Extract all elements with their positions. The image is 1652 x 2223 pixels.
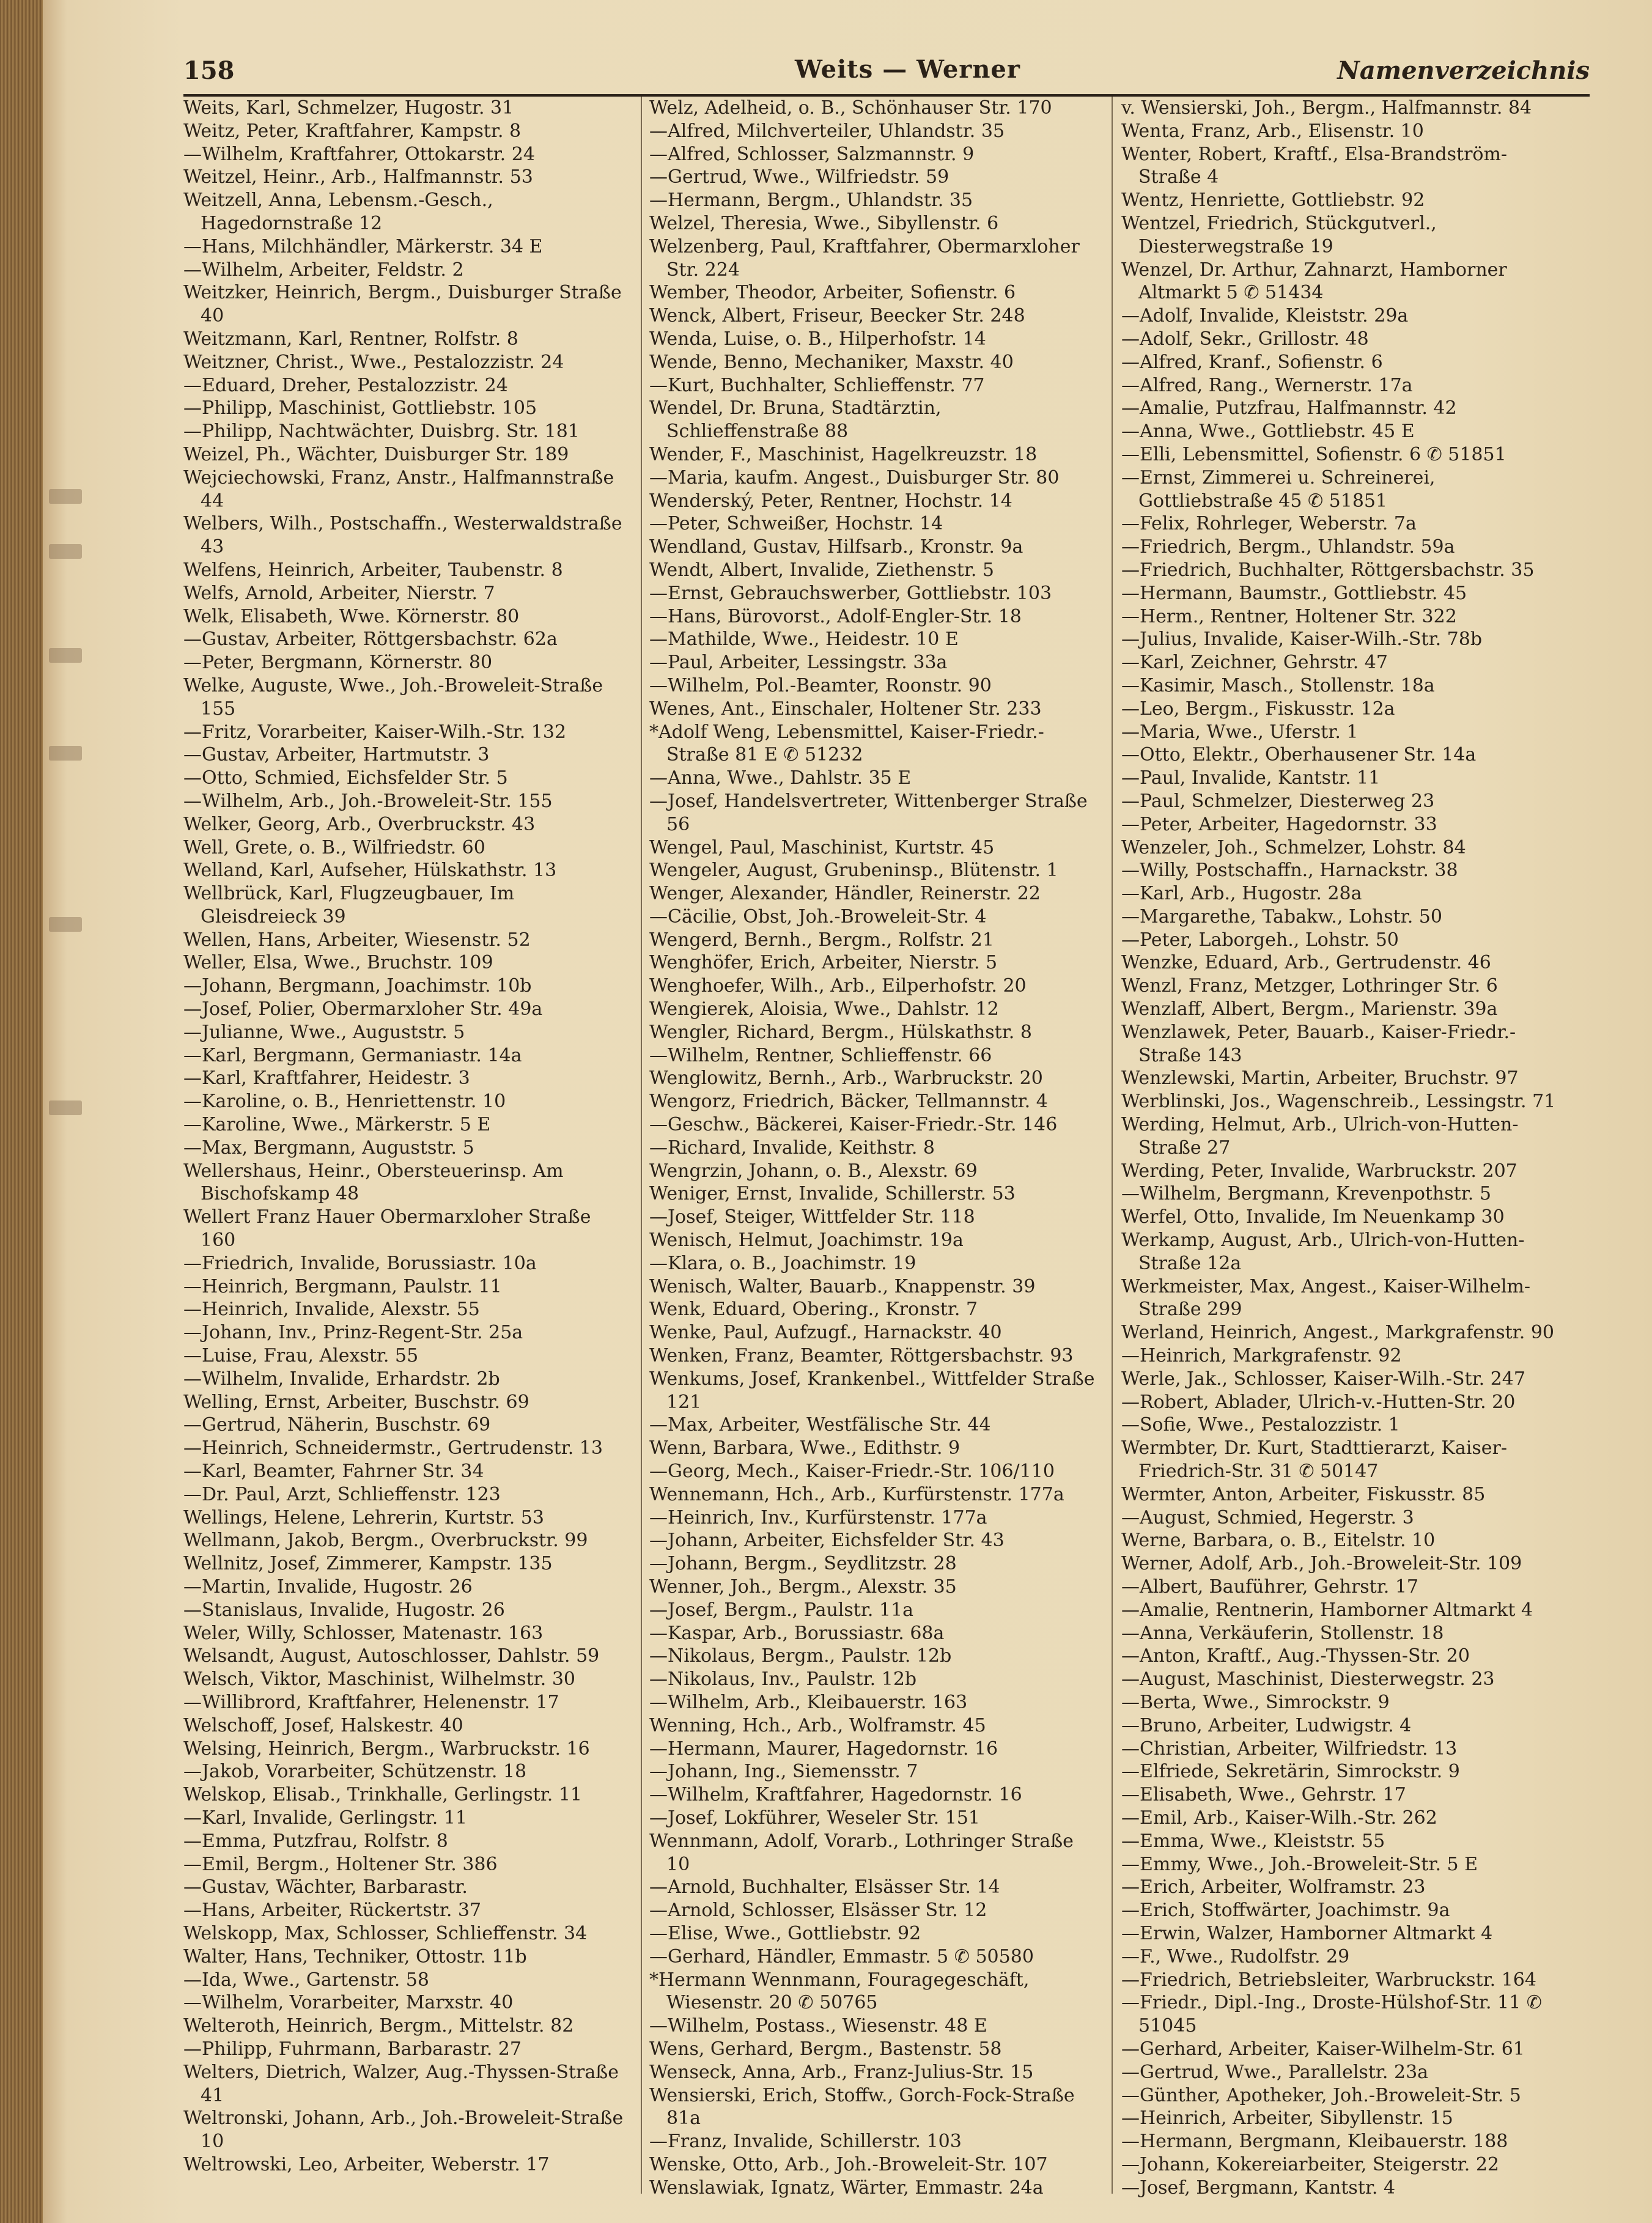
- directory-entry: —Heinrich, Bergmann, Paulstr. 11: [183, 1275, 502, 1297]
- directory-entry: —Willibrord, Kraftfahrer, Helenenstr. 17: [183, 1691, 559, 1713]
- directory-entry: —Klara, o. B., Joachimstr. 19: [649, 1252, 916, 1274]
- directory-entry: —Adolf, Sekr., Grillostr. 48: [1121, 328, 1369, 350]
- directory-entry: Welschoff, Josef, Halskestr. 40: [183, 1714, 463, 1736]
- directory-entry: —Bruno, Arbeiter, Ludwigstr. 4: [1121, 1714, 1412, 1736]
- directory-entry: —Erich, Stoffwärter, Joachimstr. 9a: [1121, 1900, 1450, 1922]
- directory-entry: Wengerd, Bernh., Bergm., Rolfstr. 21: [649, 929, 994, 951]
- directory-entry: —Franz, Invalide, Schillerstr. 103: [649, 2131, 962, 2153]
- directory-entry: —Alfred, Kranf., Sofienstr. 6: [1121, 351, 1383, 373]
- directory-entry: —Gustav, Arbeiter, Hartmutstr. 3: [183, 744, 490, 766]
- directory-entry: —August, Schmied, Hegerstr. 3: [1121, 1506, 1414, 1528]
- directory-entry: Wengorz, Friedrich, Bäcker, Tellmannstr. 4: [649, 1091, 1048, 1113]
- directory-entry: —Julius, Invalide, Kaiser-Wilh.-Str. 78b: [1121, 629, 1483, 651]
- directory-entry: —F., Wwe., Rudolfstr. 29: [1121, 1945, 1350, 1967]
- directory-entry: —Peter, Bergmann, Körnerstr. 80: [183, 652, 493, 674]
- directory-entry: Walter, Hans, Techniker, Ottostr. 11b: [183, 1945, 527, 1967]
- directory-entry: —Heinrich, Inv., Kurfürstenstr. 177a: [649, 1506, 987, 1528]
- directory-entry: —Karl, Beamter, Fahrner Str. 34: [183, 1461, 484, 1483]
- directory-entry: Wenglowitz, Bernh., Arb., Warbruckstr. 20: [649, 1067, 1043, 1089]
- directory-entry: Wenghöfer, Erich, Arbeiter, Nierstr. 5: [649, 952, 998, 974]
- directory-entry: —Emmy, Wwe., Joh.-Broweleit-Str. 5 E: [1121, 1853, 1478, 1875]
- directory-entry: Welzel, Theresia, Wwe., Sibyllenstr. 6: [649, 212, 999, 234]
- directory-entry: Welsandt, August, Autoschlosser, Dahlstr. 59: [183, 1645, 600, 1667]
- directory-entry: Welke, Auguste, Wwe., Joh.-Broweleit-Straße 155: [183, 674, 603, 720]
- directory-entry: Wenderský, Peter, Rentner, Hochstr. 14: [649, 490, 1012, 512]
- directory-entry: Weniger, Ernst, Invalide, Schillerstr. 53: [649, 1183, 1016, 1205]
- directory-entry: Welfs, Arnold, Arbeiter, Nierstr. 7: [183, 582, 495, 604]
- directory-entry: Wensierski, Erich, Stoffw., Gorch-Fock-Straße 81a: [649, 2084, 1075, 2129]
- directory-entry: —Karl, Arb., Hugostr. 28a: [1121, 883, 1362, 905]
- directory-entry: Wenes, Ant., Einschaler, Holtener Str. 233: [649, 698, 1042, 720]
- directory-entry: —Jakob, Vorarbeiter, Schützenstr. 18: [183, 1761, 527, 1783]
- directory-entry: —Alfred, Rang., Wernerstr. 17a: [1121, 374, 1413, 396]
- directory-entry: —Alfred, Schlosser, Salzmannstr. 9: [649, 143, 975, 165]
- directory-entry: Wermbter, Dr. Kurt, Stadttierarzt, Kaiser-Friedrich-Str. 31 ✆ 50147: [1121, 1437, 1507, 1483]
- directory-entry: —Philipp, Fuhrmann, Barbarastr. 27: [183, 2038, 522, 2060]
- directory-entry: Wenn, Barbara, Wwe., Edithstr. 9: [649, 1437, 961, 1459]
- directory-entry: Weltronski, Johann, Arb., Joh.-Broweleit-Straße 10: [183, 2107, 624, 2153]
- directory-entry: —Friedrich, Buchhalter, Röttgersbachstr. 35: [1121, 559, 1535, 581]
- directory-entry: Werding, Helmut, Arb., Ulrich-von-Hutten-Straße 27: [1121, 1114, 1519, 1159]
- directory-entry: Welz, Adelheid, o. B., Schönhauser Str. 170: [649, 97, 1052, 119]
- directory-entry: —Johann, Bergmann, Joachimstr. 10b: [183, 975, 532, 997]
- directory-entry: Weitz, Peter, Kraftfahrer, Kampstr. 8: [183, 120, 522, 142]
- directory-entry: Welsch, Viktor, Maschinist, Wilhelmstr. 30: [183, 1668, 575, 1690]
- directory-entry: —Margarethe, Tabakw., Lohstr. 50: [1121, 905, 1442, 927]
- directory-entry: —Hans, Bürovorst., Adolf-Engler-Str. 18: [649, 605, 1022, 627]
- directory-entry: Wenter, Robert, Kraftf., Elsa-Brandström-Straße 4: [1121, 143, 1508, 188]
- directory-entry: —Kurt, Buchhalter, Schlieffenstr. 77: [649, 374, 985, 396]
- directory-entry: —Heinrich, Schneidermstr., Gertrudenstr. 13: [183, 1437, 603, 1459]
- directory-entry: —Kasimir, Masch., Stollenstr. 18a: [1121, 674, 1435, 696]
- directory-entry: —Ida, Wwe., Gartenstr. 58: [183, 1969, 429, 1991]
- directory-entry: —Maria, Wwe., Uferstr. 1: [1121, 721, 1359, 743]
- running-title: Weits — Werner: [795, 55, 1020, 84]
- directory-entry: Werland, Heinrich, Angest., Markgrafenstr. 90: [1121, 1322, 1555, 1344]
- directory-entry: —Emma, Wwe., Kleiststr. 55: [1121, 1830, 1385, 1852]
- directory-entry: —Josef, Handelsvertreter, Wittenberger Straße 56: [649, 790, 1088, 835]
- directory-entry: Wengel, Paul, Maschinist, Kurtstr. 45: [649, 836, 995, 858]
- directory-entry: —Wilhelm, Vorarbeiter, Marxstr. 40: [183, 1992, 514, 2014]
- directory-entry: —Elli, Lebensmittel, Sofienstr. 6 ✆ 51851: [1121, 443, 1506, 465]
- directory-entry: Wellen, Hans, Arbeiter, Wiesenstr. 52: [183, 929, 531, 951]
- directory-entry: —Alfred, Milchverteiler, Uhlandstr. 35: [649, 120, 1005, 142]
- directory-entry: —Karl, Zeichner, Gehrstr. 47: [1121, 652, 1388, 674]
- directory-entry: Wenisch, Walter, Bauarb., Knappenstr. 39: [649, 1275, 1036, 1297]
- directory-column-2: [649, 97, 1096, 2200]
- directory-entry: —Peter, Laborgeh., Lohstr. 50: [1121, 929, 1399, 951]
- directory-entry: Wellings, Helene, Lehrerin, Kurtstr. 53: [183, 1506, 544, 1528]
- directory-entry: Weits, Karl, Schmelzer, Hugostr. 31: [183, 97, 514, 119]
- directory-entry: —Gerhard, Händler, Emmastr. 5 ✆ 50580: [649, 1945, 1034, 1967]
- directory-entry: Weitzner, Christ., Wwe., Pestalozzistr. 24: [183, 351, 564, 373]
- directory-entry: —Wilhelm, Pol.-Beamter, Roonstr. 90: [649, 674, 992, 696]
- directory-entry: Weitzell, Anna, Lebensm.-Gesch., Hagedornstraße 12: [183, 190, 493, 234]
- directory-entry: Wenner, Joh., Bergm., Alexstr. 35: [649, 1576, 957, 1598]
- directory-entry: Wende, Benno, Mechaniker, Maxstr. 40: [649, 351, 1014, 373]
- directory-entry: —Philipp, Maschinist, Gottliebstr. 105: [183, 397, 537, 419]
- directory-entry: —Dr. Paul, Arzt, Schlieffenstr. 123: [183, 1483, 501, 1505]
- directory-entry: —Wilhelm, Kraftfahrer, Hagedornstr. 16: [649, 1784, 1022, 1806]
- directory-entry: Wendland, Gustav, Hilfsarb., Kronstr. 9a: [649, 536, 1023, 558]
- directory-entry: Welsing, Heinrich, Bergm., Warbruckstr. 16: [183, 1738, 590, 1760]
- directory-entry: —Günther, Apotheker, Joh.-Broweleit-Str. 5: [1121, 2084, 1521, 2106]
- directory-entry: Wenzeler, Joh., Schmelzer, Lohstr. 84: [1121, 836, 1466, 858]
- directory-entry: Wenger, Alexander, Händler, Reinerstr. 22: [649, 883, 1041, 905]
- directory-entry: Werner, Adolf, Arb., Joh.-Broweleit-Str. 109: [1121, 1553, 1522, 1575]
- directory-entry: Werding, Peter, Invalide, Warbruckstr. 207: [1121, 1160, 1517, 1182]
- directory-entry: —Albert, Bauführer, Gehrstr. 17: [1121, 1576, 1419, 1598]
- directory-entry: Welland, Karl, Aufseher, Hülskathstr. 13: [183, 860, 557, 882]
- directory-entry: *Hermann Wennmann, Fouragegeschäft, Wiesenstr. 20 ✆ 50765: [649, 1969, 1030, 2014]
- directory-entry: —Luise, Frau, Alexstr. 55: [183, 1345, 419, 1367]
- directory-entry: —Erwin, Walzer, Hamborner Altmarkt 4: [1121, 1922, 1493, 1944]
- directory-entry: —Gertrud, Wwe., Wilfriedstr. 59: [649, 166, 950, 188]
- directory-entry: —Josef, Bergmann, Kantstr. 4: [1121, 2177, 1396, 2199]
- directory-entry: —Geschw., Bäckerei, Kaiser-Friedr.-Str. 146: [649, 1114, 1058, 1136]
- directory-entry: Wejciechowski, Franz, Anstr., Halfmannstraße 44: [183, 466, 614, 512]
- directory-entry: Wenken, Franz, Beamter, Röttgersbachstr. 93: [649, 1345, 1074, 1367]
- directory-entry: —Gustav, Arbeiter, Röttgersbachstr. 62a: [183, 629, 558, 651]
- directory-entry: —Martin, Invalide, Hugostr. 26: [183, 1576, 473, 1598]
- directory-entry: —Peter, Schweißer, Hochstr. 14: [649, 513, 943, 535]
- directory-entry: Werle, Jak., Schlosser, Kaiser-Wilh.-Str. 247: [1121, 1368, 1525, 1390]
- directory-entry: Welters, Dietrich, Walzer, Aug.-Thyssen-Straße 41: [183, 2061, 619, 2106]
- directory-entry: Weltrowski, Leo, Arbeiter, Weberstr. 17: [183, 2153, 550, 2175]
- directory-entry: Wellnitz, Josef, Zimmerer, Kampstr. 135: [183, 1553, 553, 1575]
- directory-entry: —Emil, Arb., Kaiser-Wilh.-Str. 262: [1121, 1807, 1437, 1829]
- directory-entry: —Arnold, Schlosser, Elsässer Str. 12: [649, 1900, 987, 1922]
- directory-entry: —Friedr., Dipl.-Ing., Droste-Hülshof-Str. 11 ✆ 51045: [1121, 1992, 1542, 2037]
- directory-entry: —Josef, Steiger, Wittfelder Str. 118: [649, 1206, 975, 1228]
- directory-entry: —Anton, Kraftf., Aug.-Thyssen-Str. 20: [1121, 1645, 1470, 1667]
- directory-entry: Wenseck, Anna, Arb., Franz-Julius-Str. 15: [649, 2061, 1034, 2083]
- page-number: 158: [183, 56, 235, 85]
- directory-entry: —Ernst, Zimmerei u. Schreinerei, Gottliebstraße 45 ✆ 51851: [1121, 466, 1436, 512]
- directory-entry: —Wilhelm, Arb., Joh.-Broweleit-Str. 155: [183, 790, 553, 812]
- directory-entry: —Nikolaus, Bergm., Paulstr. 12b: [649, 1645, 952, 1667]
- directory-entry: Weizel, Ph., Wächter, Duisburger Str. 189: [183, 443, 569, 465]
- directory-entry: Welzenberg, Paul, Kraftfahrer, Obermarxloher Str. 224: [649, 235, 1080, 281]
- directory-entry: Wember, Theodor, Arbeiter, Sofienstr. 6: [649, 282, 1016, 304]
- directory-entry: Wender, F., Maschinist, Hagelkreuzstr. 18: [649, 443, 1038, 465]
- directory-entry: —Heinrich, Arbeiter, Sibyllenstr. 15: [1121, 2107, 1453, 2129]
- directory-entry: —Karl, Invalide, Gerlingstr. 11: [183, 1807, 468, 1829]
- directory-entry: —Hans, Milchhändler, Märkerstr. 34 E: [183, 235, 543, 257]
- directory-entry: —Wilhelm, Invalide, Erhardstr. 2b: [183, 1368, 500, 1390]
- directory-entry: Wenck, Albert, Friseur, Beecker Str. 248: [649, 305, 1025, 327]
- directory-entry: —Felix, Rohrleger, Weberstr. 7a: [1121, 513, 1417, 535]
- directory-entry: Wenk, Eduard, Obering., Kronstr. 7: [649, 1299, 978, 1321]
- directory-entry: —Peter, Arbeiter, Hagedornstr. 33: [1121, 813, 1437, 835]
- directory-entry: —Karl, Bergmann, Germaniastr. 14a: [183, 1044, 522, 1066]
- directory-entry: Wenzke, Eduard, Arb., Gertrudenstr. 46: [1121, 952, 1491, 974]
- directory-entry: —Wilhelm, Bergmann, Krevenpothstr. 5: [1121, 1183, 1491, 1205]
- directory-entry: Wennemann, Hch., Arb., Kurfürstenstr. 177a: [649, 1483, 1064, 1505]
- directory-entry: Weitzmann, Karl, Rentner, Rolfstr. 8: [183, 328, 518, 350]
- directory-entry: —Josef, Polier, Obermarxloher Str. 49a: [183, 998, 543, 1020]
- directory-entry: Wenghoefer, Wilh., Arb., Eilperhofstr. 20: [649, 975, 1027, 997]
- directory-entry: Werkamp, August, Arb., Ulrich-von-Hutten-Straße 12a: [1121, 1229, 1525, 1274]
- directory-entry: —Elfriede, Sekretärin, Simrockstr. 9: [1121, 1761, 1460, 1783]
- directory-entry: Wenzlewski, Martin, Arbeiter, Bruchstr. 97: [1121, 1067, 1519, 1089]
- directory-entry: —Ernst, Gebrauchswerber, Gottliebstr. 103: [649, 582, 1052, 604]
- directory-entry: Wenzlaff, Albert, Bergm., Marienstr. 39a: [1121, 998, 1498, 1020]
- directory-entry: —Robert, Ablader, Ulrich-v.-Hutten-Str. 20: [1121, 1391, 1516, 1413]
- directory-entry: Wendt, Albert, Invalide, Ziethenstr. 5: [649, 559, 995, 581]
- directory-entry: Wenkums, Josef, Krankenbel., Wittfelder Straße 121: [649, 1368, 1095, 1413]
- column-divider: [641, 97, 642, 2194]
- directory-entry: —Max, Arbeiter, Westfälische Str. 44: [649, 1414, 991, 1436]
- section-title: Namenverzeichnis: [1337, 56, 1590, 85]
- directory-entry: Welk, Elisabeth, Wwe. Körnerstr. 80: [183, 605, 520, 627]
- directory-column-1: [183, 97, 630, 2200]
- directory-entry: Werfel, Otto, Invalide, Im Neuenkamp 30: [1121, 1206, 1505, 1228]
- directory-entry: —Anna, Wwe., Dahlstr. 35 E: [649, 767, 912, 789]
- directory-entry: Werne, Barbara, o. B., Eitelstr. 10: [1121, 1530, 1436, 1552]
- directory-entry: —Johann, Ing., Siemensstr. 7: [649, 1761, 918, 1783]
- directory-entry: —Stanislaus, Invalide, Hugostr. 26: [183, 1599, 505, 1621]
- directory-entry: —Gerhard, Arbeiter, Kaiser-Wilhelm-Str. 61: [1121, 2038, 1525, 2060]
- directory-entry: Weitzel, Heinr., Arb., Halfmannstr. 53: [183, 166, 533, 188]
- directory-entry: —Otto, Elektr., Oberhausener Str. 14a: [1121, 744, 1477, 766]
- directory-entry: —Christian, Arbeiter, Wilfriedstr. 13: [1121, 1738, 1458, 1760]
- directory-entry: —Julianne, Wwe., Auguststr. 5: [183, 1021, 465, 1043]
- page-header: [183, 51, 1590, 97]
- directory-entry: Welbers, Wilh., Postschaffn., Westerwaldstraße 43: [183, 513, 622, 558]
- directory-entry: —Wilhelm, Arb., Kleibauerstr. 163: [649, 1691, 968, 1713]
- directory-entry: —Gertrud, Näherin, Buschstr. 69: [183, 1414, 491, 1436]
- directory-entry: —Amalie, Rentnerin, Hamborner Altmarkt 4: [1121, 1599, 1533, 1621]
- directory-entry: —Amalie, Putzfrau, Halfmannstr. 42: [1121, 397, 1457, 419]
- directory-entry: Wenzlawek, Peter, Bauarb., Kaiser-Friedr.-Straße 143: [1121, 1021, 1516, 1066]
- directory-entry: —Kaspar, Arb., Borussiastr. 68a: [649, 1622, 945, 1644]
- directory-entry: Wellmann, Jakob, Bergm., Overbruckstr. 99: [183, 1530, 588, 1552]
- directory-entry: Wenning, Hch., Arb., Wolframstr. 45: [649, 1714, 986, 1736]
- directory-entry: —Berta, Wwe., Simrockstr. 9: [1121, 1691, 1390, 1713]
- directory-entry: —Erich, Arbeiter, Wolframstr. 23: [1121, 1876, 1426, 1898]
- directory-entry: —Elise, Wwe., Gottliebstr. 92: [649, 1922, 921, 1944]
- directory-entry: Wellert Franz Hauer Obermarxloher Straße 160: [183, 1206, 591, 1252]
- directory-entry: —Johann, Bergm., Seydlitzstr. 28: [649, 1553, 957, 1575]
- directory-entry: —August, Maschinist, Diesterwegstr. 23: [1121, 1668, 1495, 1690]
- directory-entry: —Paul, Arbeiter, Lessingstr. 33a: [649, 652, 948, 674]
- directory-entry: Wennmann, Adolf, Vorarb., Lothringer Straße 10: [649, 1830, 1074, 1875]
- directory-entry: —Hermann, Bergm., Uhlandstr. 35: [649, 190, 973, 212]
- directory-column-3: [1121, 97, 1568, 2200]
- directory-entry: Wengrzin, Johann, o. B., Alexstr. 69: [649, 1160, 978, 1182]
- directory-entry: Wenda, Luise, o. B., Hilperhofstr. 14: [649, 328, 986, 350]
- directory-entry: —Wilhelm, Arbeiter, Feldstr. 2: [183, 259, 464, 281]
- directory-entry: —Gustav, Wächter, Barbarastr.: [183, 1876, 468, 1898]
- directory-entry: —Johann, Inv., Prinz-Regent-Str. 25a: [183, 1322, 523, 1344]
- directory-entry: Weler, Willy, Schlosser, Matenastr. 163: [183, 1622, 544, 1644]
- directory-entry: Wenzel, Dr. Arthur, Zahnarzt, Hamborner Altmarkt 5 ✆ 51434: [1121, 259, 1507, 304]
- directory-entry: —Richard, Invalide, Keithstr. 8: [649, 1137, 935, 1159]
- directory-entry: Wenta, Franz, Arb., Elisenstr. 10: [1121, 120, 1424, 142]
- directory-entry: Wengler, Richard, Bergm., Hülskathstr. 8: [649, 1021, 1032, 1043]
- directory-entry: —Mathilde, Wwe., Heidestr. 10 E: [649, 629, 959, 651]
- directory-entry: —Otto, Schmied, Eichsfelder Str. 5: [183, 767, 508, 789]
- directory-entry: Wenzl, Franz, Metzger, Lothringer Str. 6: [1121, 975, 1498, 997]
- directory-entry: —Paul, Schmelzer, Diesterweg 23: [1121, 790, 1435, 812]
- directory-entry: —Wilhelm, Postass., Wiesenstr. 48 E: [649, 2015, 987, 2037]
- directory-entry: Welker, Georg, Arb., Overbruckstr. 43: [183, 813, 536, 835]
- directory-entry: Wenske, Otto, Arb., Joh.-Broweleit-Str. 107: [649, 2153, 1048, 2175]
- directory-entry: —Heinrich, Invalide, Alexstr. 55: [183, 1299, 480, 1321]
- directory-entry: Welfens, Heinrich, Arbeiter, Taubenstr. 8: [183, 559, 563, 581]
- directory-entry: —Leo, Bergm., Fiskusstr. 12a: [1121, 698, 1395, 720]
- directory-entry: —Arnold, Buchhalter, Elsässer Str. 14: [649, 1876, 1000, 1898]
- directory-entry: —Emil, Bergm., Holtener Str. 386: [183, 1853, 498, 1875]
- directory-entry: —Adolf, Invalide, Kleiststr. 29a: [1121, 305, 1409, 327]
- directory-entry: Well, Grete, o. B., Wilfriedstr. 60: [183, 836, 485, 858]
- directory-entry: —Hermann, Baumstr., Gottliebstr. 45: [1121, 582, 1467, 604]
- directory-entry: Wellershaus, Heinr., Obersteuerinsp. Am Bischofskamp 48: [183, 1160, 564, 1205]
- directory-entry: —Maria, kaufm. Angest., Duisburger Str. 80: [649, 466, 1060, 488]
- directory-entry: v. Wensierski, Joh., Bergm., Halfmannstr. 84: [1121, 97, 1532, 119]
- directory-entry: Wenslawiak, Ignatz, Wärter, Emmastr. 24a: [649, 2177, 1044, 2199]
- directory-entry: —Elisabeth, Wwe., Gehrstr. 17: [1121, 1784, 1406, 1806]
- directory-entry: —Wilhelm, Kraftfahrer, Ottokarstr. 24: [183, 143, 535, 165]
- directory-entry: —Herm., Rentner, Holtener Str. 322: [1121, 605, 1457, 627]
- directory-entry: Welskop, Elisab., Trinkhalle, Gerlingstr. 11: [183, 1784, 583, 1806]
- directory-entry: —Josef, Bergm., Paulstr. 11a: [649, 1599, 914, 1621]
- directory-entry: Wendel, Dr. Bruna, Stadtärztin, Schlieffenstraße 88: [649, 397, 942, 443]
- directory-entry: —Friedrich, Betriebsleiter, Warbruckstr. 164: [1121, 1969, 1536, 1991]
- directory-entry: —Emma, Putzfrau, Rolfstr. 8: [183, 1830, 448, 1852]
- directory-entry: —Georg, Mech., Kaiser-Friedr.-Str. 106/110: [649, 1461, 1055, 1483]
- directory-entry: *Adolf Weng, Lebensmittel, Kaiser-Friedr.-Straße 81 E ✆ 51232: [649, 721, 1044, 766]
- directory-entry: —Karl, Kraftfahrer, Heidestr. 3: [183, 1067, 470, 1089]
- directory-entry: —Sofie, Wwe., Pestalozzistr. 1: [1121, 1414, 1400, 1436]
- directory-entry: —Wilhelm, Rentner, Schlieffenstr. 66: [649, 1044, 992, 1066]
- directory-entry: Welling, Ernst, Arbeiter, Buschstr. 69: [183, 1391, 529, 1413]
- directory-entry: —Friedrich, Invalide, Borussiastr. 10a: [183, 1252, 537, 1274]
- directory-entry: —Nikolaus, Inv., Paulstr. 12b: [649, 1668, 917, 1690]
- directory-entry: Welskopp, Max, Schlosser, Schlieffenstr. 34: [183, 1922, 588, 1944]
- directory-entry: Weller, Elsa, Wwe., Bruchstr. 109: [183, 952, 493, 974]
- directory-entry: Wengierek, Aloisia, Wwe., Dahlstr. 12: [649, 998, 999, 1020]
- directory-entry: —Josef, Lokführer, Weseler Str. 151: [649, 1807, 980, 1829]
- directory-entry: —Karoline, Wwe., Märkerstr. 5 E: [183, 1114, 491, 1136]
- directory-entry: Wellbrück, Karl, Flugzeugbauer, Im Gleisdreieck 39: [183, 883, 515, 927]
- column-divider: [1112, 97, 1113, 2194]
- directory-entry: Wermter, Anton, Arbeiter, Fiskusstr. 85: [1121, 1483, 1486, 1505]
- directory-entry: Werblinski, Jos., Wagenschreib., Lessingstr. 71: [1121, 1091, 1556, 1113]
- directory-entry: —Paul, Invalide, Kantstr. 11: [1121, 767, 1381, 789]
- directory-entry: —Max, Bergmann, Auguststr. 5: [183, 1137, 474, 1159]
- directory-entry: —Johann, Arbeiter, Eichsfelder Str. 43: [649, 1530, 1005, 1552]
- directory-entry: —Willy, Postschaffn., Harnackstr. 38: [1121, 860, 1458, 882]
- directory-entry: —Cäcilie, Obst, Joh.-Broweleit-Str. 4: [649, 905, 987, 927]
- directory-entry: —Friedrich, Bergm., Uhlandstr. 59a: [1121, 536, 1455, 558]
- directory-entry: —Heinrich, Markgrafenstr. 92: [1121, 1345, 1402, 1367]
- directory-entry: —Philipp, Nachtwächter, Duisbrg. Str. 181: [183, 421, 580, 443]
- directory-entry: Weitzker, Heinrich, Bergm., Duisburger Straße 40: [183, 282, 622, 327]
- directory-entry: Werkmeister, Max, Angest., Kaiser-Wilhelm-Straße 299: [1121, 1275, 1531, 1321]
- directory-entry: —Hermann, Bergmann, Kleibauerstr. 188: [1121, 2131, 1508, 2153]
- directory-entry: Wengeler, August, Grubeninsp., Blütenstr. 1: [649, 860, 1058, 882]
- directory-entry: —Hans, Arbeiter, Rückertstr. 37: [183, 1900, 482, 1922]
- margin-stain-marks: [49, 489, 86, 1223]
- directory-entry: —Anna, Verkäuferin, Stollenstr. 18: [1121, 1622, 1444, 1644]
- directory-entry: —Johann, Kokereiarbeiter, Steigerstr. 22: [1121, 2153, 1500, 2175]
- directory-entry: —Anna, Wwe., Gottliebstr. 45 E: [1121, 421, 1415, 443]
- book-spine-edge: [0, 0, 43, 2223]
- directory-entry: Wentzel, Friedrich, Stückgutverl., Diesterwegstraße 19: [1121, 212, 1437, 257]
- directory-entry: —Gertrud, Wwe., Parallelstr. 23a: [1121, 2061, 1429, 2083]
- directory-entry: Wens, Gerhard, Bergm., Bastenstr. 58: [649, 2038, 1002, 2060]
- directory-entry: Wentz, Henriette, Gottliebstr. 92: [1121, 190, 1425, 212]
- directory-entry: —Eduard, Dreher, Pestalozzistr. 24: [183, 374, 508, 396]
- directory-entry: Wenke, Paul, Aufzugf., Harnackstr. 40: [649, 1322, 1002, 1344]
- directory-entry: —Hermann, Maurer, Hagedornstr. 16: [649, 1738, 998, 1760]
- directory-entry: Welteroth, Heinrich, Bergm., Mittelstr. 82: [183, 2015, 574, 2037]
- directory-entry: Wenisch, Helmut, Joachimstr. 19a: [649, 1229, 964, 1252]
- directory-entry: —Karoline, o. B., Henriettenstr. 10: [183, 1091, 506, 1113]
- directory-entry: —Fritz, Vorarbeiter, Kaiser-Wilh.-Str. 132: [183, 721, 567, 743]
